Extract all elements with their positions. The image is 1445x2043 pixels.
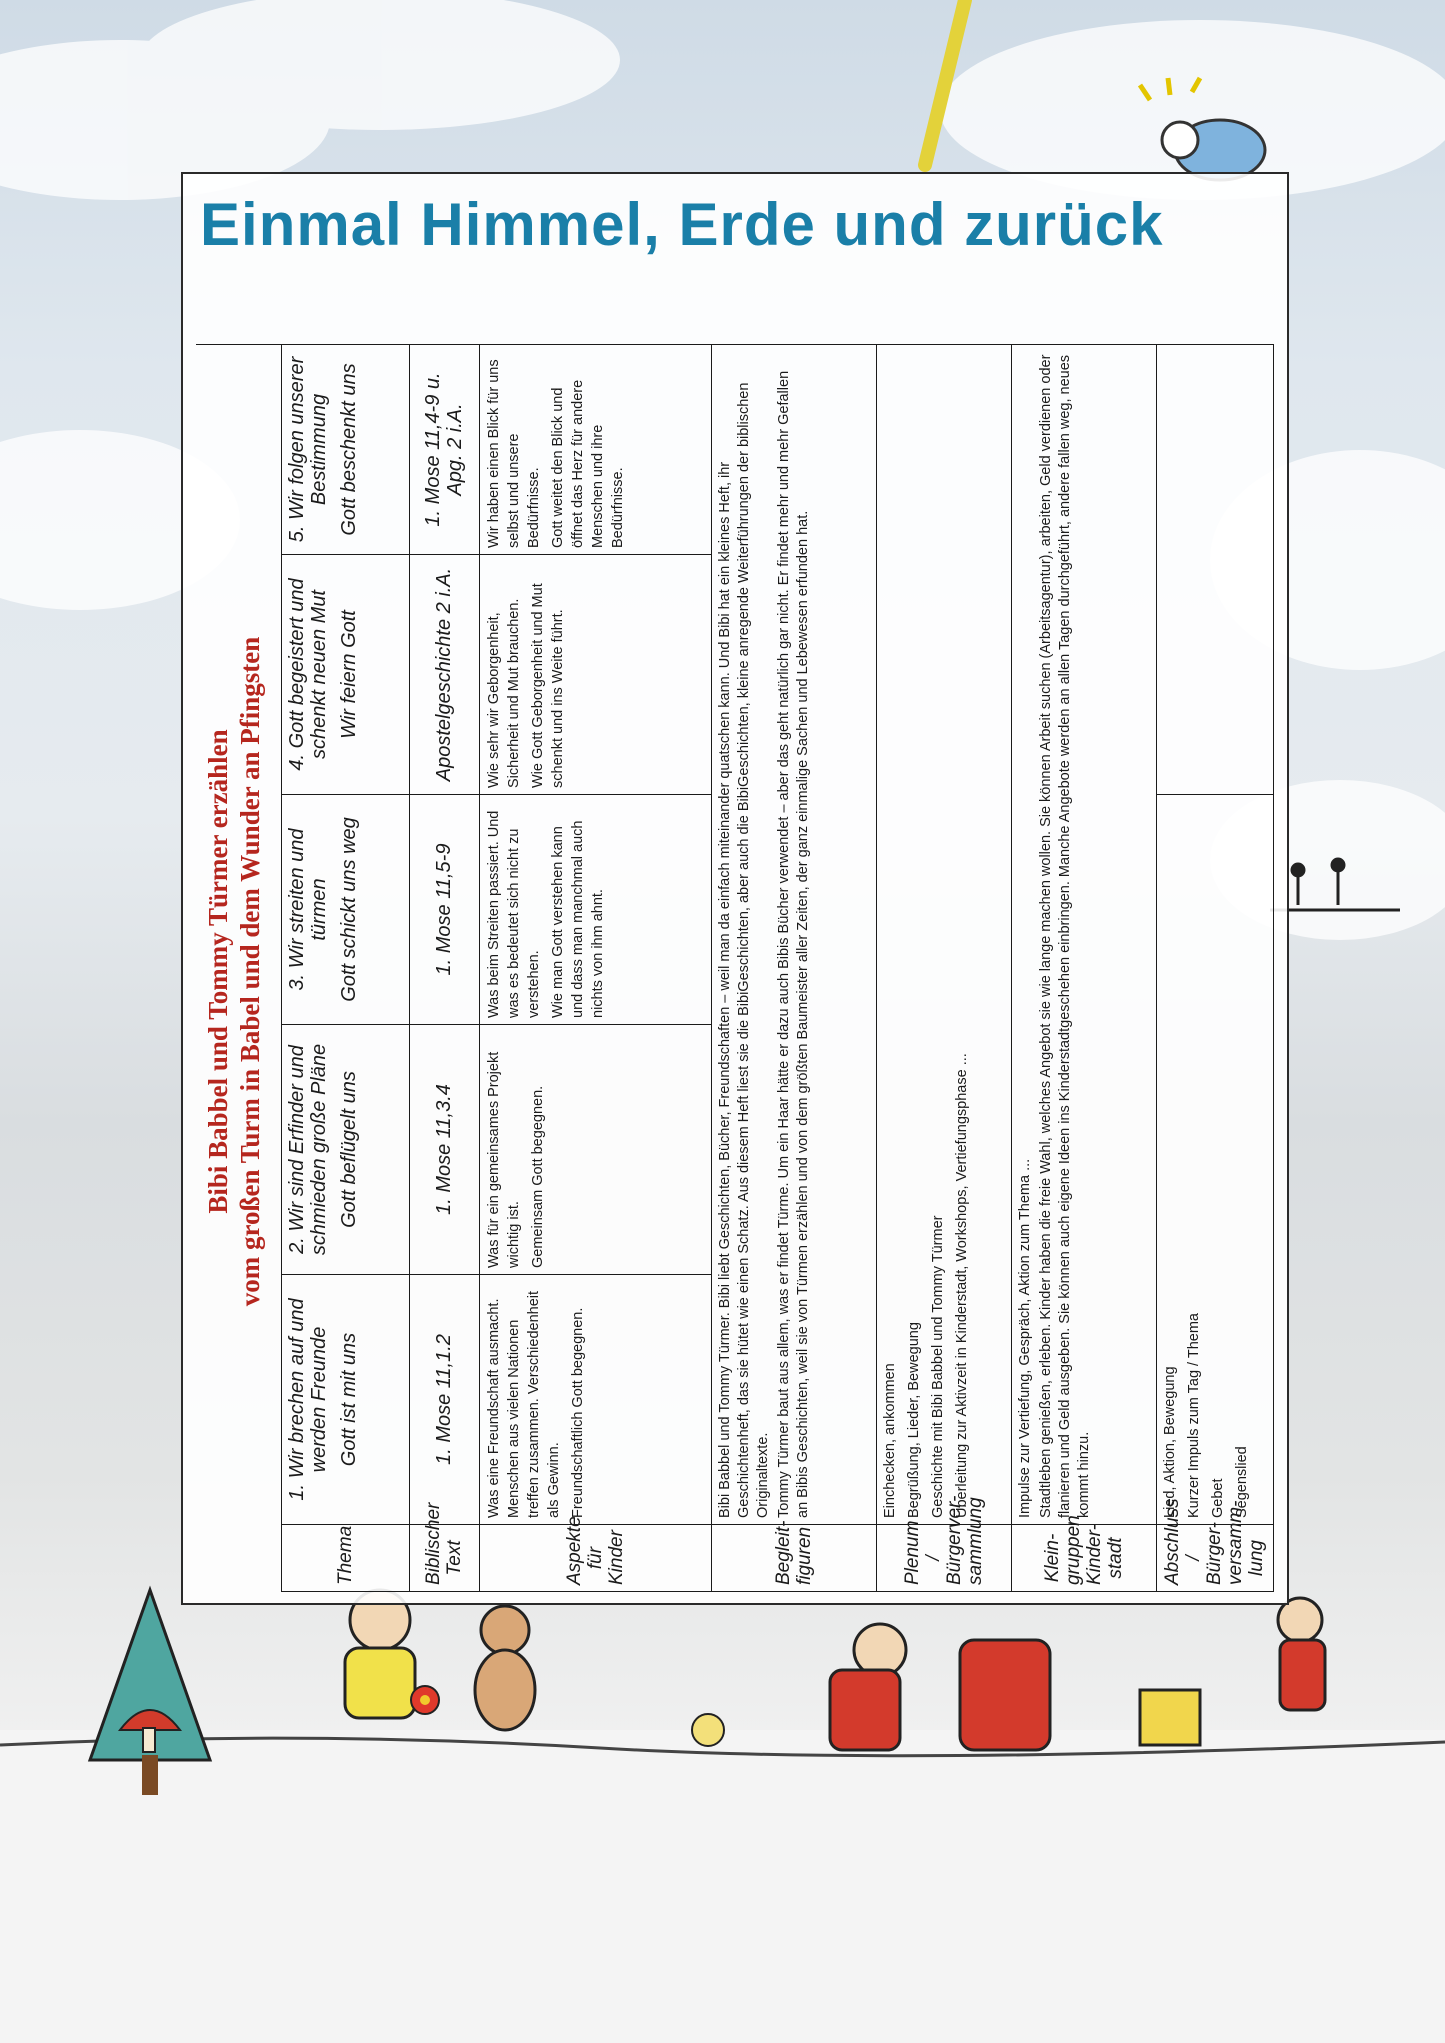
row-header-klein: Klein-gruppen Kinder-stadt: [1011, 1525, 1156, 1592]
row-abschluss: [1156, 344, 1273, 1591]
aspect-text: Was für ein gemeinsames Projekt wichtig ist.: [485, 1051, 522, 1268]
row-header-text: Biblischer Text: [409, 1525, 479, 1592]
theme-day-3-sub: Gott schickt uns weg: [337, 817, 360, 1002]
theme-day-4: [281, 555, 409, 795]
row-plenum: [876, 344, 1011, 1591]
bible-text-day-5: 1. Mose 11,4-9 u. Apg. 2 i.A.: [409, 344, 479, 554]
plenum-item: Einchecken, ankommen: [881, 1363, 898, 1518]
row-header-aspekte: Aspekte für Kinder: [479, 1525, 711, 1592]
aspects-day-4: [479, 555, 711, 795]
abschluss-list: [1156, 795, 1273, 1525]
bible-text-day-4: Apostelgeschichte 2 i.A.: [409, 555, 479, 795]
row-klein: [1011, 344, 1156, 1591]
aspect-text: Was beim Streiten passiert. Und was es bedeutet sich nicht zu verstehen.: [485, 810, 542, 1018]
theme-day-5: [281, 344, 409, 554]
aspects-day-1: [479, 1275, 711, 1525]
plenum-item: Begrüßung, Lieder, Bewegung: [905, 1322, 922, 1518]
aspect-text: Freundschaftlich Gott begegnen.: [569, 1307, 586, 1518]
theme-day-3: [281, 795, 409, 1025]
row-thema: [281, 344, 409, 1591]
program-table: [196, 344, 1274, 1592]
klein-paragraph: Impulse zur Vertiefung, Gespräch, Aktion zum Thema ...: [1016, 1158, 1033, 1518]
bible-text-day-2: 1. Mose 11,3.4: [409, 1025, 479, 1275]
klein-text: [1011, 344, 1156, 1524]
aspect-text: Wie Gott Geborgenheit und Mut schenkt und ins Weite führt.: [529, 583, 566, 788]
plenum-item: Geschichte mit Bibi Babbel und Tommy Türmer: [929, 1215, 946, 1518]
aspect-text: Wir haben einen Blick für uns selbst und unsere Bedürfnisse.: [485, 359, 542, 548]
aspects-day-3: [479, 795, 711, 1025]
aspect-text: Was eine Freundschaft ausmacht. Menschen aus vielen Nationen treffen zusammen. Verschiedenheit als Gewinn.: [485, 1290, 562, 1518]
row-header-plenum: Plenum / Bürgerver-sammlung: [876, 1525, 1011, 1592]
aspects-day-2: [479, 1025, 711, 1275]
begleit-paragraph: Bibi Babbel und Tommy Türmer. Bibi liebt Geschichten, Bücher, Freundschaften – weil man da einfach miteinander quatschen kann. Und Bibi hat ein kleines Heft, ihr Geschichtenheft, das sie hütet wie einen Schatz. Aus diesem Heft liest sie die BibiGeschichten, aber auch die BibiGeschichten, kleine anregende Weiterführungen der biblischen Originaltexte.: [716, 382, 771, 1518]
begleit-text: [711, 344, 876, 1524]
aspect-text: Wie sehr wir Geborgenheit, Sicherheit und Mut brauchen.: [485, 598, 522, 788]
klein-paragraph: Stadtleben genießen, erleben. Kinder haben die freie Wahl, welches Angebot sie wie lange machen wollen. Sie können Arbeit suchen (Arbeitsagentur), arbeiten, Geld verdienen oder flanieren und Geld ausgeben. Sie können auch eigene Ideen ins Kinderstadtgeschehen einbringen. Manche Angebote werden an allen Tagen durchgeführt, andere fallen weg, neues kommt hinzu.: [1037, 354, 1092, 1518]
snail: [692, 1714, 724, 1746]
bible-text-day-1: 1. Mose 11,1.2: [409, 1275, 479, 1525]
aspect-text: Wie man Gott verstehen kann und dass man manchmal auch nichts von ihm ahnt.: [549, 820, 606, 1018]
tree-stump: [1140, 1690, 1200, 1745]
theme-day-1-title: 1. Wir brechen auf und werden Freunde: [285, 1298, 330, 1501]
theme-day-1-sub: Gott ist mit uns: [337, 1332, 360, 1467]
row-text: [409, 344, 479, 1591]
row-header-begleit: Begleit-figuren: [711, 1525, 876, 1592]
theme-day-5-sub: Gott beschenkt uns: [337, 363, 360, 536]
abschluss-item: Kurzer Impuls zum Tag / Thema: [1185, 1313, 1202, 1518]
row-header-abschluss: Abschluss / Bürger-versamm-lung: [1156, 1525, 1273, 1592]
plenum-list: [876, 344, 1011, 1524]
theme-day-1: [281, 1275, 409, 1525]
program-table-rotated: [196, 345, 1273, 1592]
row-begleit: [711, 344, 876, 1591]
abschluss-item: Gebet: [1209, 1478, 1226, 1518]
theme-day-4-sub: Wir feiern Gott: [337, 610, 360, 739]
table-title-line2: vom großen Turm in Babel und dem Wunder an Pfingsten: [235, 636, 265, 1307]
row-aspekte: [479, 344, 711, 1591]
table-title: [202, 392, 270, 1552]
theme-day-4-title: 4. Gott begeistert und schenkt neuen Mut: [285, 578, 330, 771]
table-title-line1: Bibi Babbel und Tommy Türmer erzählen: [203, 729, 233, 1214]
theme-day-3-title: 3. Wir streiten und türmen: [285, 828, 330, 991]
theme-day-2-title: 2. Wir sind Erfinder und schmieden große Pläne: [285, 1043, 330, 1256]
ground-area: [0, 1730, 1445, 2043]
abschluss-item: Segenslied: [1233, 1446, 1250, 1518]
aspect-text: Gott weitet den Blick und öffnet das Herz für andere Menschen und ihre Bedürfnisse.: [549, 379, 626, 548]
theme-day-5-title: 5. Wir folgen unserer Bestimmung: [285, 356, 330, 543]
theme-day-2: [281, 1025, 409, 1275]
theme-day-2-sub: Gott beflügelt uns: [337, 1071, 360, 1228]
row-header-thema: Thema: [281, 1525, 409, 1592]
bible-text-day-3: 1. Mose 11,5-9: [409, 795, 479, 1025]
begleit-paragraph: Tommy Türmer baut aus allem, was er findet Türme. Um ein Haar hätte er dazu auch Bibis Bücher verwendet – aber das geht natürlich gar nicht. Er findet mehr und mehr Gefallen an Bibis Geschichten, weil sie von Türmen erzählen und von dem größten Baumeister aller Zeiten, der ganz einmalige Sachen und Lebewesen erfunden hat.: [775, 370, 811, 1518]
plenum-item: Überleitung zur Aktivzeit in Kinderstadt, Workshops, Vertiefungsphase ...: [953, 1053, 970, 1518]
abschluss-item: Lied, Aktion, Bewegung: [1161, 1366, 1178, 1518]
table-title-cell: [196, 344, 281, 1591]
flower: [411, 1686, 439, 1714]
aspect-text: Gemeinsam Gott begegnen.: [529, 1085, 546, 1268]
page-title: Einmal Himmel, Erde und zurück: [200, 191, 1164, 258]
abschluss-empty-cell: [1156, 344, 1273, 794]
aspects-day-5: [479, 344, 711, 554]
